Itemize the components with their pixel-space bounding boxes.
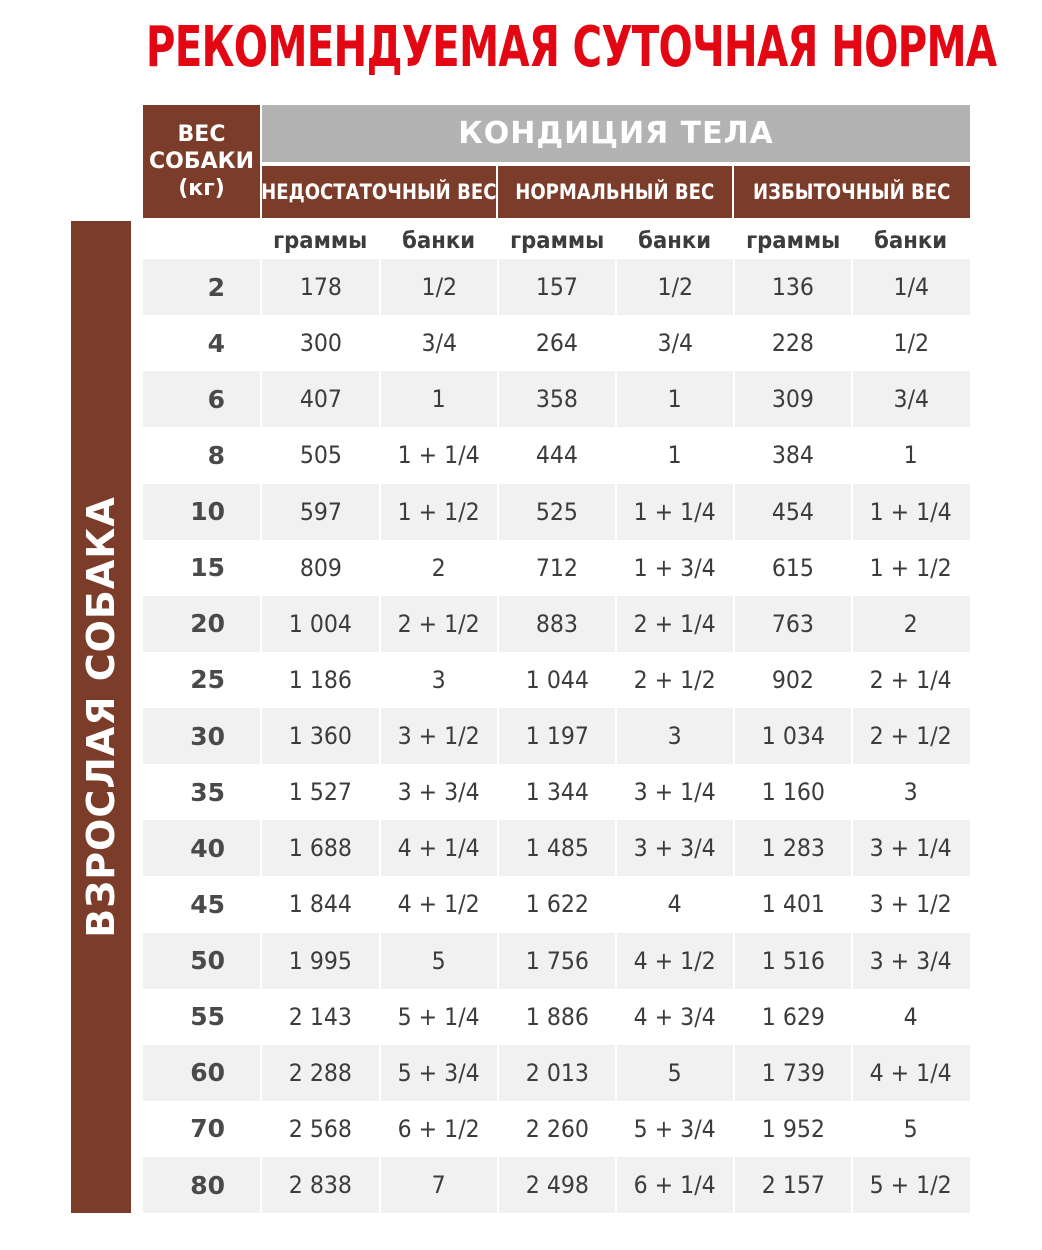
grams-normal: 2 260 (497, 1101, 615, 1157)
cans-underweight: 2 (379, 540, 497, 596)
grams-overweight: 1 283 (733, 820, 851, 876)
table-row (143, 1101, 970, 1157)
cans-underweight: 3 + 3/4 (379, 764, 497, 820)
cans-normal: 5 (615, 1045, 733, 1101)
weight-cell: 30 (190, 721, 225, 751)
cans-overweight: 1/2 (851, 315, 969, 371)
cans-normal: 2 + 1/4 (615, 596, 733, 652)
table-row (143, 259, 970, 315)
cans-overweight: 3 + 1/4 (851, 820, 969, 876)
grams-underweight: 407 (260, 371, 379, 427)
weight-cell: 50 (190, 946, 225, 976)
cans-overweight: 1 (851, 427, 969, 483)
grams-underweight: 178 (260, 259, 379, 315)
table-row (143, 820, 970, 876)
grams-underweight: 2 568 (260, 1101, 379, 1157)
grams-normal: 1 344 (497, 764, 615, 820)
grams-underweight: 1 186 (260, 652, 379, 708)
cans-underweight: 3 (379, 652, 497, 708)
grams-underweight: 2 143 (260, 989, 379, 1045)
table-row (143, 989, 970, 1045)
weight-cell: 25 (190, 665, 225, 695)
grams-overweight: 1 401 (733, 876, 851, 932)
grams-normal: 1 044 (497, 652, 615, 708)
grams-underweight: 1 527 (260, 764, 379, 820)
cans-normal: 3 (615, 708, 733, 764)
cans-overweight: 1 + 1/4 (851, 484, 969, 540)
cans-normal: 4 + 1/2 (615, 933, 733, 989)
weight-cell: 45 (190, 889, 225, 919)
weight-header-line: СОБАКИ (148, 149, 255, 174)
grams-normal: 358 (497, 371, 615, 427)
cans-overweight: 2 + 1/4 (851, 652, 969, 708)
cans-underweight: 5 (379, 933, 497, 989)
table-row (143, 484, 970, 540)
cans-overweight: 3 + 3/4 (851, 933, 969, 989)
grams-overweight: 1 629 (733, 989, 851, 1045)
grams-normal: 2 013 (497, 1045, 615, 1101)
cans-underweight: 1 + 1/4 (379, 427, 497, 483)
cans-normal: 1 (615, 371, 733, 427)
cans-underweight: 6 + 1/2 (379, 1101, 497, 1157)
grams-normal: 883 (497, 596, 615, 652)
weight-cell: 40 (190, 833, 225, 863)
units-row (143, 222, 970, 259)
grams-underweight: 1 688 (260, 820, 379, 876)
cans-overweight: 1/4 (851, 259, 969, 315)
unit-label: банки (615, 222, 733, 259)
table-row (143, 708, 970, 764)
table-row (143, 876, 970, 932)
unit-label: граммы (260, 222, 379, 259)
grams-overweight: 2 157 (733, 1157, 851, 1213)
cans-normal: 3 + 1/4 (615, 764, 733, 820)
weight-cell: 8 (207, 440, 225, 470)
grams-underweight: 597 (260, 484, 379, 540)
body-condition-header: КОНДИЦИЯ ТЕЛА (262, 105, 970, 162)
grams-normal: 525 (497, 484, 615, 540)
cans-overweight: 1 + 1/2 (851, 540, 969, 596)
grams-underweight: 809 (260, 540, 379, 596)
cans-underweight: 5 + 1/4 (379, 989, 497, 1045)
weight-column-header (143, 105, 260, 218)
cans-underweight: 1 (379, 371, 497, 427)
weight-header-line: ВЕС (177, 122, 226, 147)
weight-cell: 6 (207, 384, 225, 414)
table-row (143, 371, 970, 427)
cans-underweight: 2 + 1/2 (379, 596, 497, 652)
cans-overweight: 4 (851, 989, 969, 1045)
grams-overweight: 1 516 (733, 933, 851, 989)
grams-underweight: 1 995 (260, 933, 379, 989)
cans-normal: 1/2 (615, 259, 733, 315)
table-row (143, 1045, 970, 1101)
cans-underweight: 1/2 (379, 259, 497, 315)
cans-overweight: 5 + 1/2 (851, 1157, 969, 1213)
grams-underweight: 2 288 (260, 1045, 379, 1101)
cans-normal: 1 + 3/4 (615, 540, 733, 596)
grams-normal: 712 (497, 540, 615, 596)
grams-underweight: 1 360 (260, 708, 379, 764)
grams-overweight: 309 (733, 371, 851, 427)
page-title: РЕКОМЕНДУЕМАЯ СУТОЧНАЯ НОРМА (145, 15, 997, 80)
units-blank-cell (143, 222, 260, 259)
grams-overweight: 228 (733, 315, 851, 371)
table-row (143, 315, 970, 371)
grams-overweight: 1 160 (733, 764, 851, 820)
table-row (143, 596, 970, 652)
grams-underweight: 1 844 (260, 876, 379, 932)
grams-overweight: 384 (733, 427, 851, 483)
grams-underweight: 1 004 (260, 596, 379, 652)
cans-overweight: 2 + 1/2 (851, 708, 969, 764)
grams-overweight: 454 (733, 484, 851, 540)
group-header-underweight: НЕДОСТАТОЧНЫЙ ВЕС (262, 166, 496, 218)
cans-underweight: 5 + 3/4 (379, 1045, 497, 1101)
grams-normal: 264 (497, 315, 615, 371)
side-label-band (71, 221, 131, 1213)
grams-underweight: 2 838 (260, 1157, 379, 1213)
cans-overweight: 5 (851, 1101, 969, 1157)
cans-underweight: 3/4 (379, 315, 497, 371)
weight-header-line: (кг) (178, 176, 225, 201)
grams-normal: 1 485 (497, 820, 615, 876)
cans-overweight: 3/4 (851, 371, 969, 427)
grams-overweight: 902 (733, 652, 851, 708)
grams-normal: 2 498 (497, 1157, 615, 1213)
cans-underweight: 7 (379, 1157, 497, 1213)
weight-cell: 80 (190, 1170, 225, 1200)
table-row (143, 764, 970, 820)
cans-normal: 1 + 1/4 (615, 484, 733, 540)
grams-normal: 1 197 (497, 708, 615, 764)
weight-cell: 35 (190, 777, 225, 807)
grams-overweight: 136 (733, 259, 851, 315)
grams-normal: 1 622 (497, 876, 615, 932)
cans-normal: 4 + 3/4 (615, 989, 733, 1045)
cans-overweight: 3 (851, 764, 969, 820)
cans-underweight: 4 + 1/4 (379, 820, 497, 876)
unit-label: банки (851, 222, 969, 259)
weight-cell: 4 (207, 328, 225, 358)
grams-underweight: 505 (260, 427, 379, 483)
grams-underweight: 300 (260, 315, 379, 371)
cans-normal: 3 + 3/4 (615, 820, 733, 876)
table-row (143, 540, 970, 596)
grams-overweight: 763 (733, 596, 851, 652)
unit-label: граммы (497, 222, 615, 259)
cans-underweight: 3 + 1/2 (379, 708, 497, 764)
grams-overweight: 1 952 (733, 1101, 851, 1157)
unit-label: банки (379, 222, 497, 259)
grams-overweight: 615 (733, 540, 851, 596)
cans-overweight: 4 + 1/4 (851, 1045, 969, 1101)
table-row (143, 652, 970, 708)
weight-cell: 60 (190, 1058, 225, 1088)
grams-normal: 444 (497, 427, 615, 483)
weight-cell: 20 (190, 609, 225, 639)
side-label: ВЗРОСЛАЯ СОБАКА (79, 496, 123, 938)
cans-normal: 1 (615, 427, 733, 483)
weight-cell: 55 (190, 1002, 225, 1032)
unit-label: граммы (733, 222, 851, 259)
cans-normal: 6 + 1/4 (615, 1157, 733, 1213)
group-header-normal: НОРМАЛЬНЫЙ ВЕС (498, 166, 732, 218)
grams-overweight: 1 739 (733, 1045, 851, 1101)
cans-normal: 4 (615, 876, 733, 932)
cans-normal: 2 + 1/2 (615, 652, 733, 708)
group-header-overweight: ИЗБЫТОЧНЫЙ ВЕС (734, 166, 970, 218)
cans-underweight: 1 + 1/2 (379, 484, 497, 540)
weight-cell: 10 (190, 497, 225, 527)
grams-overweight: 1 034 (733, 708, 851, 764)
feeding-table (143, 222, 970, 1213)
grams-normal: 157 (497, 259, 615, 315)
grams-normal: 1 886 (497, 989, 615, 1045)
grams-normal: 1 756 (497, 933, 615, 989)
cans-overweight: 2 (851, 596, 969, 652)
table-row (143, 427, 970, 483)
weight-cell: 70 (190, 1114, 225, 1144)
cans-overweight: 3 + 1/2 (851, 876, 969, 932)
weight-cell: 2 (207, 272, 225, 302)
cans-normal: 3/4 (615, 315, 733, 371)
cans-normal: 5 + 3/4 (615, 1101, 733, 1157)
table-row (143, 1157, 970, 1213)
table-row (143, 933, 970, 989)
weight-cell: 15 (190, 553, 225, 583)
cans-underweight: 4 + 1/2 (379, 876, 497, 932)
